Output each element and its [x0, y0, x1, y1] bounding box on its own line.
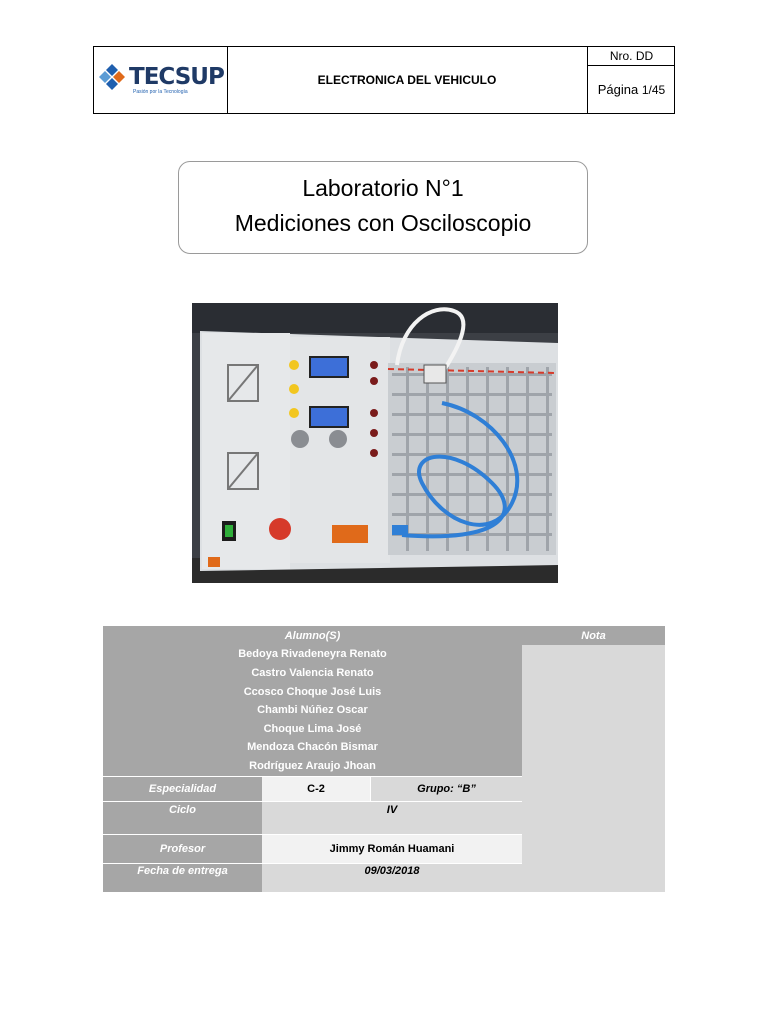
grade-header: Nota	[522, 626, 665, 645]
teacher-value: Jimmy Román Huamani	[262, 834, 522, 863]
date-label: Fecha de entrega	[103, 863, 262, 892]
page-label: Página	[597, 82, 639, 97]
student-name: Chambi Núñez Oscar	[257, 704, 368, 717]
course-title: ELECTRONICA DEL VEHICULO	[317, 73, 497, 87]
student-names-cell	[103, 645, 522, 776]
logo-cell	[94, 47, 228, 113]
logo-mark-icon	[98, 63, 126, 91]
lab-number: Laboratorio N°1	[302, 175, 464, 201]
tecsup-logo	[98, 63, 224, 91]
logo-wordmark: TECSUP	[129, 63, 224, 90]
page-value: 1/45	[641, 82, 666, 97]
specialty-label: Especialidad	[103, 776, 262, 801]
group-value: Grupo: “B”	[370, 776, 522, 801]
teacher-label: Profesor	[103, 834, 262, 863]
lab-subject: Mediciones con Osciloscopio	[234, 210, 532, 236]
specialty-value: C-2	[262, 776, 370, 801]
grade-cell	[522, 645, 665, 892]
student-name: Ccosco Choque José Luis	[243, 685, 382, 698]
students-header: Alumno(S)	[103, 626, 522, 645]
lab-title-box	[178, 161, 588, 254]
cycle-label: Ciclo	[103, 801, 262, 834]
logo-tagline: Pasión por la Tecnología	[133, 89, 188, 95]
student-name: Rodríguez Araujo Jhoan	[249, 759, 376, 772]
document-header	[93, 46, 675, 114]
student-name: Bedoya Rivadeneyra Renato	[238, 648, 387, 661]
doc-meta-cell	[587, 47, 675, 113]
student-name: Choque Lima José	[263, 722, 362, 735]
cycle-value: IV	[262, 801, 522, 834]
date-value: 09/03/2018	[262, 863, 522, 892]
equipment-photo	[192, 303, 558, 583]
doc-number: Nro. DD	[588, 47, 675, 66]
student-name: Mendoza Chacón Bismar	[247, 741, 378, 754]
student-name: Castro Valencia Renato	[251, 667, 374, 680]
page-indicator	[588, 66, 675, 113]
